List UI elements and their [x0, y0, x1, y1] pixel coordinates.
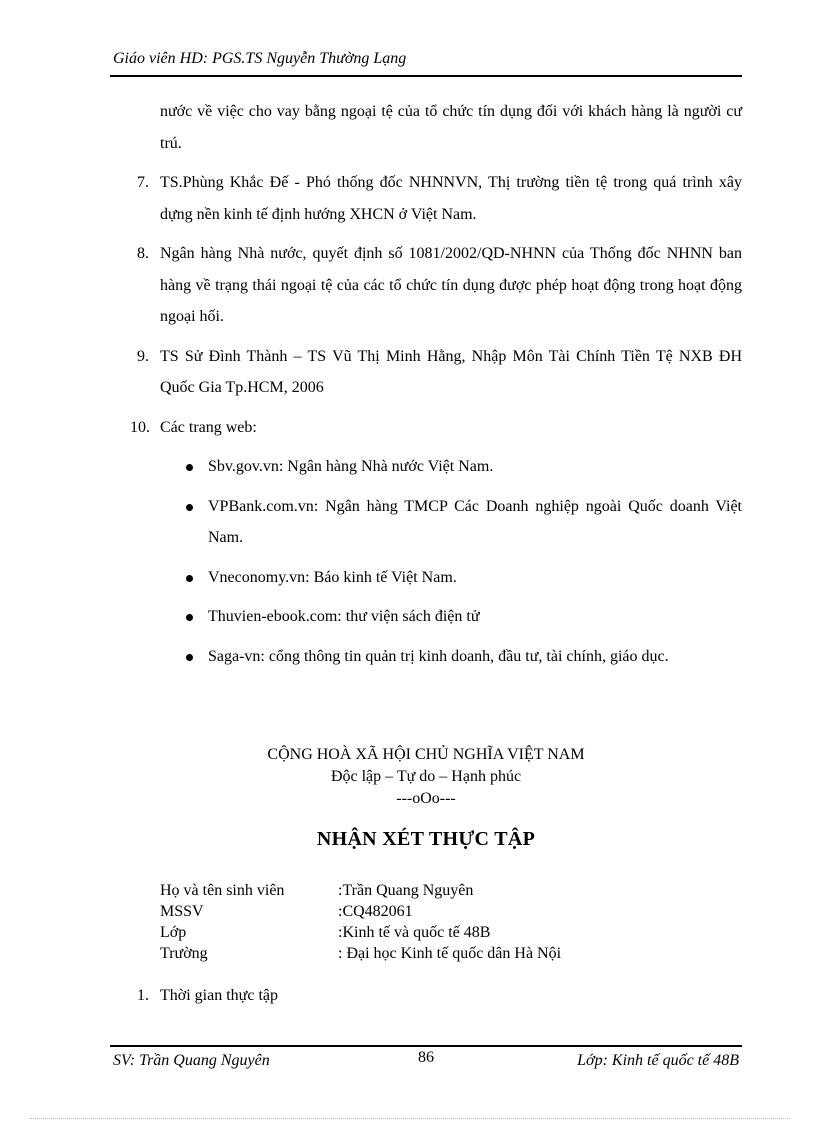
info-value: :Trần Quang Nguyên [338, 882, 474, 899]
website-text: Thuvien-ebook.com: thư viện sách điện tử [208, 608, 480, 625]
info-label: MSSV [160, 903, 204, 920]
student-info [160, 880, 561, 964]
footer-student: SV: Trần Quang Nguyên [113, 1052, 270, 1069]
republic-name: CỘNG HOÀ XÃ HỘI CHỦ NGHĨA VIỆT NAM [267, 746, 585, 763]
reference-number: 9. [137, 347, 149, 365]
reference-number: 8. [137, 245, 149, 262]
info-row-school [160, 943, 561, 964]
republic-motto: Độc lập – Tự do – Hạnh phúc [330, 768, 522, 785]
website-list [110, 451, 742, 672]
info-value: :CQ482061 [338, 903, 413, 920]
info-value: : Đại học Kinh tế quốc dân Hà Nội [338, 945, 562, 962]
reference-text: Ngân hàng Nhà nước, quyết định số 1081/2002/QD-NHNN của Thống đốc NHNN ban hàng về trạng thái ngoại tệ của các tổ chức tín dụng được phép hoạt động trong hoạt động ngoại hối. [160, 245, 742, 325]
reference-text: TS.Phùng Khắc Đế - Phó thống đốc NHNNVN, Thị trường tiền tệ trong quá trình xây dựng nền kinh tế định hướng XHCN ở Việt Nam. [160, 174, 742, 223]
website-text: Saga-vn: cổng thông tin quản trị kinh doanh, đầu tư, tài chính, giáo dục. [208, 647, 669, 665]
reference-item-9 [110, 341, 742, 404]
website-text: VPBank.com.vn: Ngân hàng TMCP Các Doanh nghiệp ngoài Quốc doanh Việt Nam. [208, 497, 742, 546]
header-rule [110, 75, 742, 77]
info-value: :Kinh tế và quốc tế 48B [338, 924, 491, 941]
footer-class: Lớp: Kinh tế quốc tế 48B [577, 1052, 739, 1069]
info-label: Trường [160, 945, 208, 962]
section-heading: Thời gian thực tập [160, 987, 278, 1004]
reference-item-10 [110, 412, 742, 444]
bullet-icon [186, 504, 193, 511]
website-text: Vneconomy.vn: Báo kinh tế Việt Nam. [208, 568, 457, 586]
reference-item-7 [110, 167, 742, 230]
info-row-class [160, 922, 561, 943]
references-section [110, 96, 742, 672]
bullet-icon [186, 575, 193, 582]
page-title: NHẬN XÉT THỰC TẬP [316, 828, 536, 850]
website-item [110, 451, 742, 483]
reference-text: Các trang web: [160, 418, 257, 436]
info-row-mssv [160, 901, 561, 922]
bullet-icon [186, 614, 193, 621]
reference-item-8 [110, 238, 742, 333]
bullet-icon [186, 654, 193, 661]
section-number: 1. [137, 987, 149, 1004]
republic-separator: ---oOo--- [396, 790, 456, 807]
page-edge-divider [30, 1118, 790, 1119]
footer-rule [110, 1045, 742, 1047]
website-item [110, 641, 742, 673]
website-item [110, 491, 742, 554]
page-number: 86 [418, 1049, 434, 1066]
page-header: Giáo viên HD: PGS.TS Nguyễn Thường Lạng [113, 50, 407, 67]
republic-heading [110, 744, 742, 810]
reference-text: TS Sử Đình Thành – TS Vũ Thị Minh Hằng, Nhập Môn Tài Chính Tiền Tệ NXB ĐH Quốc Gia Tp.HCM, 2006 [160, 347, 742, 396]
bullet-icon [186, 464, 193, 471]
info-row-name [160, 880, 561, 901]
reference-number: 10. [130, 418, 150, 436]
website-item [110, 601, 742, 633]
website-text: Sbv.gov.vn: Ngân hàng Nhà nước Việt Nam. [208, 458, 494, 475]
website-item [110, 562, 742, 594]
reference-continuation: nước về việc cho vay bằng ngoại tệ của tổ chức tín dụng đối với khách hàng là người cư trú. [160, 103, 742, 152]
info-label: Lớp [160, 924, 187, 941]
info-label: Họ và tên sinh viên [160, 882, 285, 899]
reference-number: 7. [137, 174, 149, 191]
